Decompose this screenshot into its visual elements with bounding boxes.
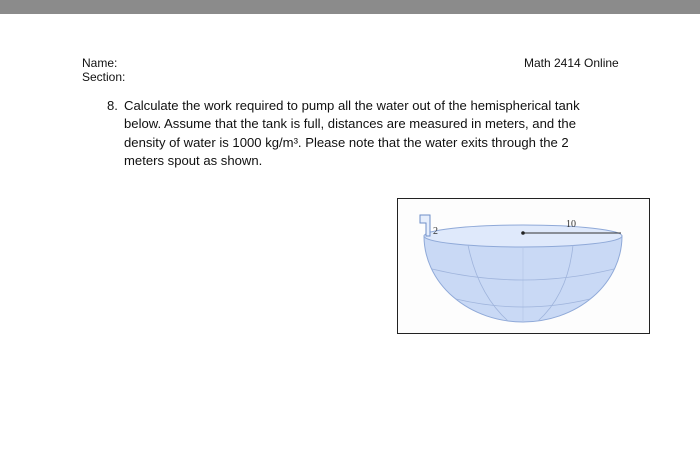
top-bar [0, 0, 700, 14]
water-surface [424, 225, 622, 247]
spout-label: 2 [433, 226, 438, 237]
radius-label: 10 [566, 219, 576, 230]
tank-figure [397, 198, 650, 334]
center-point [521, 231, 525, 235]
problem-line: meters spout as shown. [124, 152, 263, 168]
problem-line: density of water is 1000 kg/m³. Please note that the water exits through the 2 [124, 134, 569, 150]
problem-line: Calculate the work required to pump all the water out of the hemispherical tank [124, 98, 580, 113]
problem-8 [107, 97, 627, 170]
spout [420, 215, 430, 236]
course-title: Math 2414 Online [524, 56, 619, 70]
name-label: Name: [82, 56, 118, 70]
hemisphere-tank-diagram [398, 199, 651, 335]
problem-text [124, 97, 627, 170]
problem-number: 8. [107, 98, 118, 113]
problem-line: below. Assume that the tank is full, distances are measured in meters, and the [124, 116, 576, 132]
section-label: Section: [82, 70, 126, 84]
